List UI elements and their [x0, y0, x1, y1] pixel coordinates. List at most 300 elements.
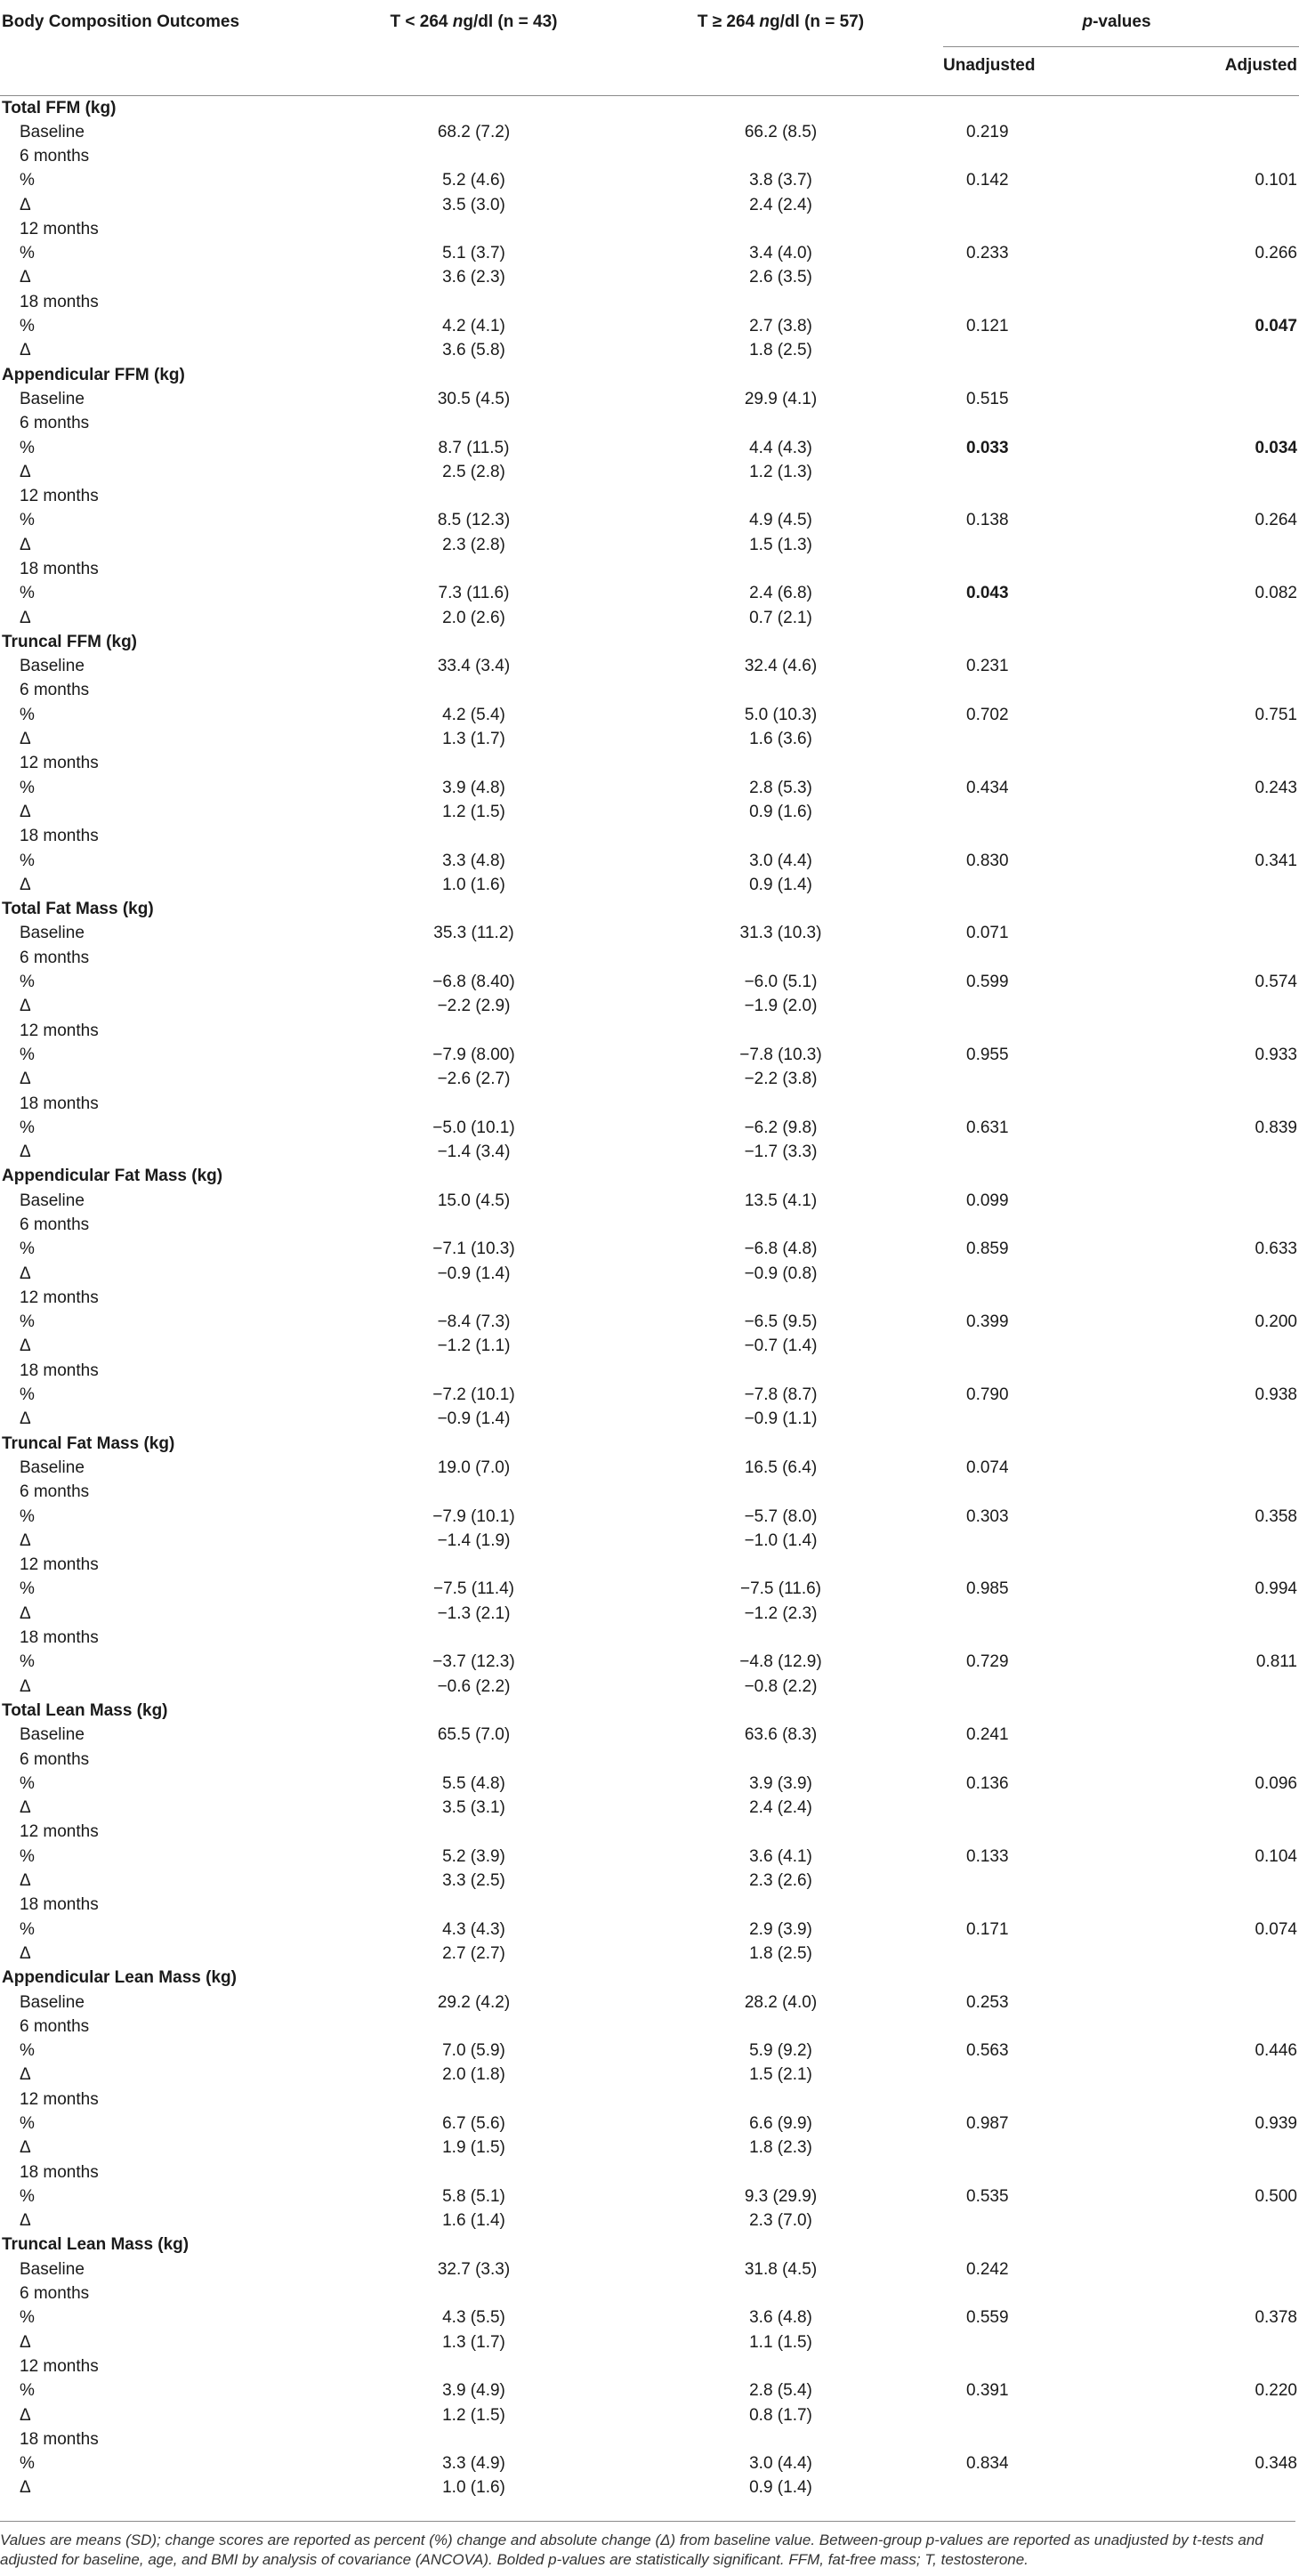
cell-p-adjusted: 0.839: [1255, 1118, 1297, 1137]
cell-p-adjusted: [1117, 460, 1299, 484]
header-pvalues-label: p-values: [1082, 12, 1151, 31]
cell-low-t: 2.5 (2.8): [442, 462, 505, 481]
cell-p-unadjusted: 0.563: [966, 2041, 1009, 2061]
table-row: [0, 581, 1299, 605]
cell-high-t: [627, 2427, 934, 2451]
cell-low-t: [320, 1820, 627, 1844]
section-row: [0, 362, 1299, 386]
cell-p-unadjusted: 0.702: [966, 705, 1009, 724]
cell-p-adjusted: 0.500: [1255, 2186, 1297, 2206]
cell-low-t: [320, 678, 627, 702]
cell-p-unadjusted: [934, 1626, 1117, 1650]
table-row: [0, 1650, 1299, 1674]
cell-high-t: [627, 1626, 934, 1650]
cell-p-unadjusted: [934, 946, 1117, 970]
cell-high-t: [627, 751, 934, 775]
cell-p-unadjusted: [934, 2402, 1117, 2427]
cell-high-t: −0.9 (0.8): [744, 1264, 818, 1283]
row-label: Δ: [20, 802, 31, 821]
row-label: Δ: [20, 2138, 31, 2158]
cell-p-unadjusted: [934, 873, 1117, 897]
cell-low-t: 19.0 (7.0): [437, 1458, 511, 1477]
cell-p-unadjusted: 0.121: [966, 317, 1009, 336]
cell-p-unadjusted: [934, 1747, 1117, 1771]
row-label: Δ: [20, 608, 31, 627]
cell-high-t: 16.5 (6.4): [744, 1458, 818, 1477]
cell-low-t: 4.3 (5.5): [442, 2308, 505, 2328]
cell-low-t: 3.9 (4.9): [442, 2381, 505, 2401]
cell-p-adjusted: 0.101: [1255, 171, 1297, 190]
table-row: [0, 824, 1299, 848]
cell-p-unadjusted: [934, 2136, 1117, 2160]
cell-low-t: 3.9 (4.8): [442, 778, 505, 797]
table-row: [0, 1723, 1299, 1747]
cell-low-t: 1.3 (1.7): [442, 730, 505, 749]
cell-p-unadjusted: [934, 290, 1117, 314]
cell-high-t: −4.8 (12.9): [739, 1652, 822, 1672]
cell-p-unadjusted: 0.631: [966, 1118, 1009, 1137]
cell-p-unadjusted: [934, 1529, 1117, 1553]
row-label: 18 months: [20, 559, 99, 578]
cell-p-adjusted: 0.358: [1255, 1506, 1297, 1526]
cell-high-t: [627, 1893, 934, 1917]
cell-p-adjusted: [1117, 1942, 1299, 1966]
row-label: %: [20, 2041, 35, 2061]
cell-low-t: −3.7 (12.3): [432, 1652, 515, 1672]
cell-p-adjusted: 0.341: [1255, 851, 1297, 870]
cell-p-adjusted: 0.264: [1255, 511, 1297, 530]
cell-high-t: 31.3 (10.3): [739, 924, 822, 943]
table-row: [0, 2281, 1299, 2305]
cell-low-t: [320, 1213, 627, 1237]
table-row: [0, 1189, 1299, 1213]
table-row: [0, 1140, 1299, 1164]
cell-low-t: 1.0 (1.6): [442, 875, 505, 894]
cell-high-t: 9.3 (29.9): [744, 2186, 818, 2206]
table-row: [0, 168, 1299, 192]
row-label: %: [20, 244, 35, 263]
cell-p-adjusted: [1117, 1553, 1299, 1577]
cell-p-unadjusted: [934, 1334, 1117, 1358]
row-label: 12 months: [20, 1288, 99, 1307]
row-label: Baseline: [20, 2259, 85, 2279]
cell-p-unadjusted: [934, 824, 1117, 848]
table-row: [0, 1796, 1299, 1820]
table-row: [0, 1480, 1299, 1504]
table-row: [0, 338, 1299, 362]
table-row: [0, 1820, 1299, 1844]
cell-p-unadjusted: [934, 1213, 1117, 1237]
cell-p-adjusted: [1117, 1602, 1299, 1626]
cell-p-adjusted: 0.574: [1255, 973, 1297, 992]
cell-p-adjusted: [1117, 1990, 1299, 2014]
table-row: [0, 2063, 1299, 2087]
cell-high-t: [627, 1480, 934, 1504]
cell-low-t: 68.2 (7.2): [437, 122, 511, 141]
cell-p-adjusted: 0.220: [1255, 2381, 1297, 2401]
cell-p-unadjusted: [934, 751, 1117, 775]
table-row: [0, 1407, 1299, 1431]
cell-high-t: 3.9 (3.9): [749, 1773, 812, 1793]
cell-high-t: 28.2 (4.0): [744, 1992, 818, 2012]
cell-p-unadjusted: [934, 678, 1117, 702]
table-row: [0, 1043, 1299, 1067]
cell-high-t: [627, 824, 934, 848]
cell-high-t: 31.8 (4.5): [744, 2259, 818, 2279]
table-row: [0, 2160, 1299, 2184]
cell-low-t: 5.8 (5.1): [442, 2186, 505, 2206]
row-label: %: [20, 973, 35, 992]
cell-low-t: −7.1 (10.3): [432, 1240, 515, 1259]
cell-p-unadjusted: 0.434: [966, 778, 1009, 797]
header-adjusted: Adjusted: [1117, 47, 1299, 95]
table-row: [0, 1577, 1299, 1601]
row-label: 18 months: [20, 2162, 99, 2182]
cell-high-t: −0.8 (2.2): [744, 1676, 818, 1696]
table-row: [0, 1091, 1299, 1115]
table-row: [0, 703, 1299, 727]
row-label: %: [20, 1506, 35, 1526]
cell-low-t: −7.5 (11.4): [432, 1579, 514, 1599]
cell-p-adjusted: [1117, 2330, 1299, 2354]
section-title: Total Lean Mass (kg): [2, 1700, 168, 1720]
header-low-t-group: T < 264 ng/dl (n = 43): [390, 12, 558, 31]
table-row: [0, 1261, 1299, 1285]
row-label: 12 months: [20, 1555, 99, 1575]
cell-low-t: 32.7 (3.3): [437, 2259, 511, 2279]
cell-high-t: 1.8 (2.3): [749, 2138, 812, 2158]
cell-p-adjusted: [1117, 1480, 1299, 1504]
cell-p-adjusted: [1117, 824, 1299, 848]
cell-p-adjusted: [1117, 605, 1299, 629]
cell-p-adjusted: 0.751: [1255, 705, 1297, 724]
cell-low-t: [320, 2354, 627, 2378]
table-row: [0, 1747, 1299, 1771]
table-row: [0, 2427, 1299, 2451]
cell-p-unadjusted: [934, 2281, 1117, 2305]
row-label: Δ: [20, 2478, 31, 2498]
header-spacer: [0, 47, 320, 95]
cell-high-t: [627, 290, 934, 314]
section-row: [0, 630, 1299, 654]
cell-high-t: 0.9 (1.4): [749, 875, 812, 894]
cell-p-adjusted: [1117, 2160, 1299, 2184]
cell-high-t: 4.9 (4.5): [749, 511, 812, 530]
cell-low-t: [320, 946, 627, 970]
cell-high-t: [627, 1213, 934, 1237]
cell-low-t: [320, 1018, 627, 1042]
cell-high-t: [627, 2354, 934, 2378]
cell-high-t: [627, 2281, 934, 2305]
row-label: %: [20, 778, 35, 797]
cell-low-t: [320, 2087, 627, 2112]
cell-p-unadjusted: [934, 2427, 1117, 2451]
cell-p-adjusted: 0.096: [1255, 1773, 1297, 1793]
cell-low-t: 3.3 (4.8): [442, 851, 505, 870]
cell-high-t: −6.2 (9.8): [744, 1118, 818, 1137]
table-header: [0, 0, 1299, 95]
table-row: [0, 2136, 1299, 2160]
cell-low-t: −7.9 (10.1): [432, 1506, 515, 1526]
cell-high-t: 2.6 (3.5): [749, 268, 812, 287]
cell-p-unadjusted: [934, 2063, 1117, 2087]
table-row: [0, 1359, 1299, 1383]
cell-high-t: [627, 2015, 934, 2039]
table-row: [0, 1869, 1299, 1893]
cell-high-t: 63.6 (8.3): [744, 1725, 818, 1745]
cell-high-t: 0.7 (2.1): [749, 608, 812, 627]
row-label: Δ: [20, 2065, 31, 2085]
cell-high-t: [627, 484, 934, 508]
cell-high-t: 1.6 (3.6): [749, 730, 812, 749]
cell-high-t: 3.4 (4.0): [749, 244, 812, 263]
section-row: [0, 1432, 1299, 1456]
cell-low-t: 1.6 (1.4): [442, 2211, 505, 2231]
cell-low-t: −0.9 (1.4): [437, 1409, 511, 1429]
table-row: [0, 678, 1299, 702]
cell-high-t: −6.5 (9.5): [744, 1312, 818, 1332]
cell-low-t: −1.2 (1.1): [437, 1336, 511, 1356]
cell-high-t: [627, 1820, 934, 1844]
cell-low-t: 4.3 (4.3): [442, 1919, 505, 1939]
row-label: 12 months: [20, 754, 99, 773]
cell-high-t: −1.7 (3.3): [744, 1143, 818, 1162]
cell-p-unadjusted: 0.535: [966, 2186, 1009, 2206]
cell-p-adjusted: 0.243: [1255, 778, 1297, 797]
cell-p-adjusted: [1117, 2063, 1299, 2087]
cell-low-t: [320, 484, 627, 508]
cell-p-unadjusted: [934, 1869, 1117, 1893]
cell-p-adjusted: [1117, 1334, 1299, 1358]
cell-high-t: [627, 144, 934, 168]
row-label: Δ: [20, 1143, 31, 1162]
cell-high-t: 1.5 (1.3): [749, 535, 812, 554]
cell-low-t: −6.8 (8.40): [432, 973, 515, 992]
cell-p-adjusted: [1117, 1893, 1299, 1917]
header-pvalues-rule: [943, 32, 1299, 47]
table-row: [0, 2015, 1299, 2039]
cell-low-t: −2.6 (2.7): [437, 1070, 511, 1089]
cell-p-adjusted: [1117, 1820, 1299, 1844]
cell-p-unadjusted: [934, 460, 1117, 484]
header-spacer: [627, 47, 934, 95]
row-label: 6 months: [20, 681, 90, 700]
cell-low-t: 1.0 (1.6): [442, 2478, 505, 2498]
cell-p-unadjusted: [934, 1067, 1117, 1091]
table-row: [0, 970, 1299, 994]
cell-low-t: 33.4 (3.4): [437, 657, 511, 676]
row-label: %: [20, 2308, 35, 2328]
cell-high-t: 6.6 (9.9): [749, 2113, 812, 2133]
cell-high-t: 1.2 (1.3): [749, 462, 812, 481]
table-row: [0, 1067, 1299, 1091]
section-title: Total Fat Mass (kg): [2, 900, 154, 919]
cell-p-adjusted: [1117, 2475, 1299, 2499]
cell-p-adjusted: [1117, 2136, 1299, 2160]
row-label: Δ: [20, 1871, 31, 1891]
row-label: 6 months: [20, 2016, 90, 2036]
row-label: 6 months: [20, 1749, 90, 1769]
section-title: Truncal FFM (kg): [2, 632, 137, 651]
cell-high-t: [627, 1018, 934, 1042]
section-row: [0, 1699, 1299, 1723]
cell-p-unadjusted: [934, 338, 1117, 362]
row-label: 12 months: [20, 1021, 99, 1040]
cell-low-t: 3.5 (3.0): [442, 195, 505, 214]
cell-p-adjusted: 0.939: [1255, 2113, 1297, 2133]
row-label: %: [20, 1312, 35, 1332]
cell-p-unadjusted: [934, 533, 1117, 557]
cell-p-adjusted: [1117, 1213, 1299, 1237]
cell-p-unadjusted: [934, 484, 1117, 508]
section-title: Truncal Fat Mass (kg): [2, 1433, 175, 1453]
cell-low-t: 3.3 (2.5): [442, 1871, 505, 1891]
cell-p-unadjusted: [934, 2330, 1117, 2354]
cell-p-unadjusted: [934, 1286, 1117, 1310]
cell-p-unadjusted: [934, 2354, 1117, 2378]
cell-p-unadjusted: 0.985: [966, 1579, 1009, 1599]
cell-p-unadjusted: [934, 2475, 1117, 2499]
table-row: [0, 776, 1299, 800]
cell-p-adjusted: 0.633: [1255, 1240, 1297, 1259]
cell-low-t: 8.5 (12.3): [437, 511, 511, 530]
cell-p-unadjusted: [934, 557, 1117, 581]
cell-p-unadjusted: [934, 217, 1117, 241]
cell-low-t: [320, 1480, 627, 1504]
cell-p-unadjusted: 0.242: [966, 2259, 1009, 2279]
cell-low-t: 29.2 (4.2): [437, 1992, 511, 2012]
cell-high-t: 29.9 (4.1): [744, 389, 818, 408]
cell-low-t: [320, 751, 627, 775]
table-row: [0, 1116, 1299, 1140]
cell-high-t: [627, 557, 934, 581]
cell-p-unadjusted: [934, 1407, 1117, 1431]
cell-low-t: 2.0 (2.6): [442, 608, 505, 627]
cell-p-adjusted: [1117, 2354, 1299, 2378]
cell-low-t: −7.2 (10.1): [432, 1385, 515, 1405]
cell-p-unadjusted: 0.219: [966, 122, 1009, 141]
cell-p-unadjusted: 0.043: [966, 584, 1009, 603]
cell-low-t: −5.0 (10.1): [432, 1118, 515, 1137]
row-label: 18 months: [20, 1361, 99, 1380]
cell-high-t: 13.5 (4.1): [744, 1191, 818, 1210]
cell-p-unadjusted: 0.133: [966, 1846, 1009, 1866]
cell-p-adjusted: 0.104: [1255, 1846, 1297, 1866]
row-label: %: [20, 438, 35, 457]
cell-p-unadjusted: [934, 1796, 1117, 1820]
cell-high-t: [627, 2087, 934, 2112]
cell-high-t: −7.8 (8.7): [744, 1385, 818, 1405]
cell-p-adjusted: [1117, 873, 1299, 897]
section-title: Appendicular FFM (kg): [2, 365, 185, 384]
cell-low-t: 1.3 (1.7): [442, 2332, 505, 2352]
row-label: 18 months: [20, 1628, 99, 1648]
cell-p-adjusted: [1117, 2402, 1299, 2427]
row-label: Δ: [20, 1070, 31, 1089]
cell-p-unadjusted: [934, 1140, 1117, 1164]
cell-high-t: 3.6 (4.1): [749, 1846, 812, 1866]
table-row: [0, 1893, 1299, 1917]
cell-p-unadjusted: 0.253: [966, 1992, 1009, 2012]
cell-p-adjusted: 0.082: [1255, 584, 1297, 603]
cell-p-adjusted: 0.938: [1255, 1385, 1297, 1405]
cell-high-t: [627, 1747, 934, 1771]
cell-high-t: [627, 411, 934, 435]
cell-low-t: 7.3 (11.6): [438, 584, 510, 603]
table-row: [0, 2330, 1299, 2354]
cell-high-t: 1.5 (2.1): [749, 2065, 812, 2085]
cell-p-unadjusted: 0.790: [966, 1385, 1009, 1405]
row-label: 18 months: [20, 292, 99, 311]
cell-low-t: [320, 1359, 627, 1383]
cell-low-t: 6.7 (5.6): [442, 2113, 505, 2133]
cell-low-t: 1.2 (1.5): [442, 802, 505, 821]
table-row: [0, 435, 1299, 459]
cell-low-t: [320, 290, 627, 314]
row-label: Δ: [20, 1943, 31, 1963]
table-row: [0, 727, 1299, 751]
cell-p-unadjusted: [934, 800, 1117, 824]
row-label: %: [20, 171, 35, 190]
table-row: [0, 848, 1299, 872]
cell-p-adjusted: 0.074: [1255, 1919, 1297, 1939]
cell-high-t: 2.9 (3.9): [749, 1919, 812, 1939]
row-label: Δ: [20, 2332, 31, 2352]
table-row: [0, 241, 1299, 265]
cell-low-t: 1.9 (1.5): [442, 2138, 505, 2158]
cell-p-adjusted: [1117, 1723, 1299, 1747]
section-title: Appendicular Lean Mass (kg): [2, 1968, 237, 1988]
cell-p-unadjusted: 0.834: [966, 2454, 1009, 2474]
row-label: 12 months: [20, 2089, 99, 2109]
cell-p-adjusted: [1117, 265, 1299, 289]
cell-low-t: [320, 2160, 627, 2184]
cell-high-t: 0.9 (1.4): [749, 2478, 812, 2498]
table-row: [0, 2378, 1299, 2402]
cell-high-t: 1.8 (2.5): [749, 341, 812, 360]
cell-low-t: 2.3 (2.8): [442, 535, 505, 554]
cell-low-t: −0.6 (2.2): [437, 1676, 511, 1696]
cell-low-t: 7.0 (5.9): [442, 2041, 505, 2061]
cell-p-adjusted: [1117, 946, 1299, 970]
table-row: [0, 1917, 1299, 1941]
cell-low-t: 1.2 (1.5): [442, 2405, 505, 2425]
cell-high-t: −0.9 (1.1): [744, 1409, 818, 1429]
section-row: [0, 897, 1299, 921]
cell-p-adjusted: [1117, 1018, 1299, 1042]
cell-high-t: −1.0 (1.4): [744, 1530, 818, 1550]
cell-p-adjusted: [1117, 751, 1299, 775]
table-row: [0, 2305, 1299, 2330]
row-label: Δ: [20, 997, 31, 1016]
cell-p-adjusted: [1117, 1140, 1299, 1164]
table-row: [0, 144, 1299, 168]
row-label: %: [20, 317, 35, 336]
table-row: [0, 1456, 1299, 1480]
header-unadjusted: Unadjusted: [934, 47, 1117, 95]
cell-high-t: 2.4 (2.4): [749, 195, 812, 214]
cell-low-t: [320, 1747, 627, 1771]
cell-p-adjusted: [1117, 2427, 1299, 2451]
table-row: [0, 290, 1299, 314]
table-row: [0, 2184, 1299, 2209]
header-high-t-group: T ≥ 264 ng/dl (n = 57): [697, 12, 865, 31]
row-label: Δ: [20, 341, 31, 360]
row-label: 6 months: [20, 146, 90, 166]
row-label: %: [20, 2186, 35, 2206]
table-row: [0, 557, 1299, 581]
table-row: [0, 120, 1299, 144]
